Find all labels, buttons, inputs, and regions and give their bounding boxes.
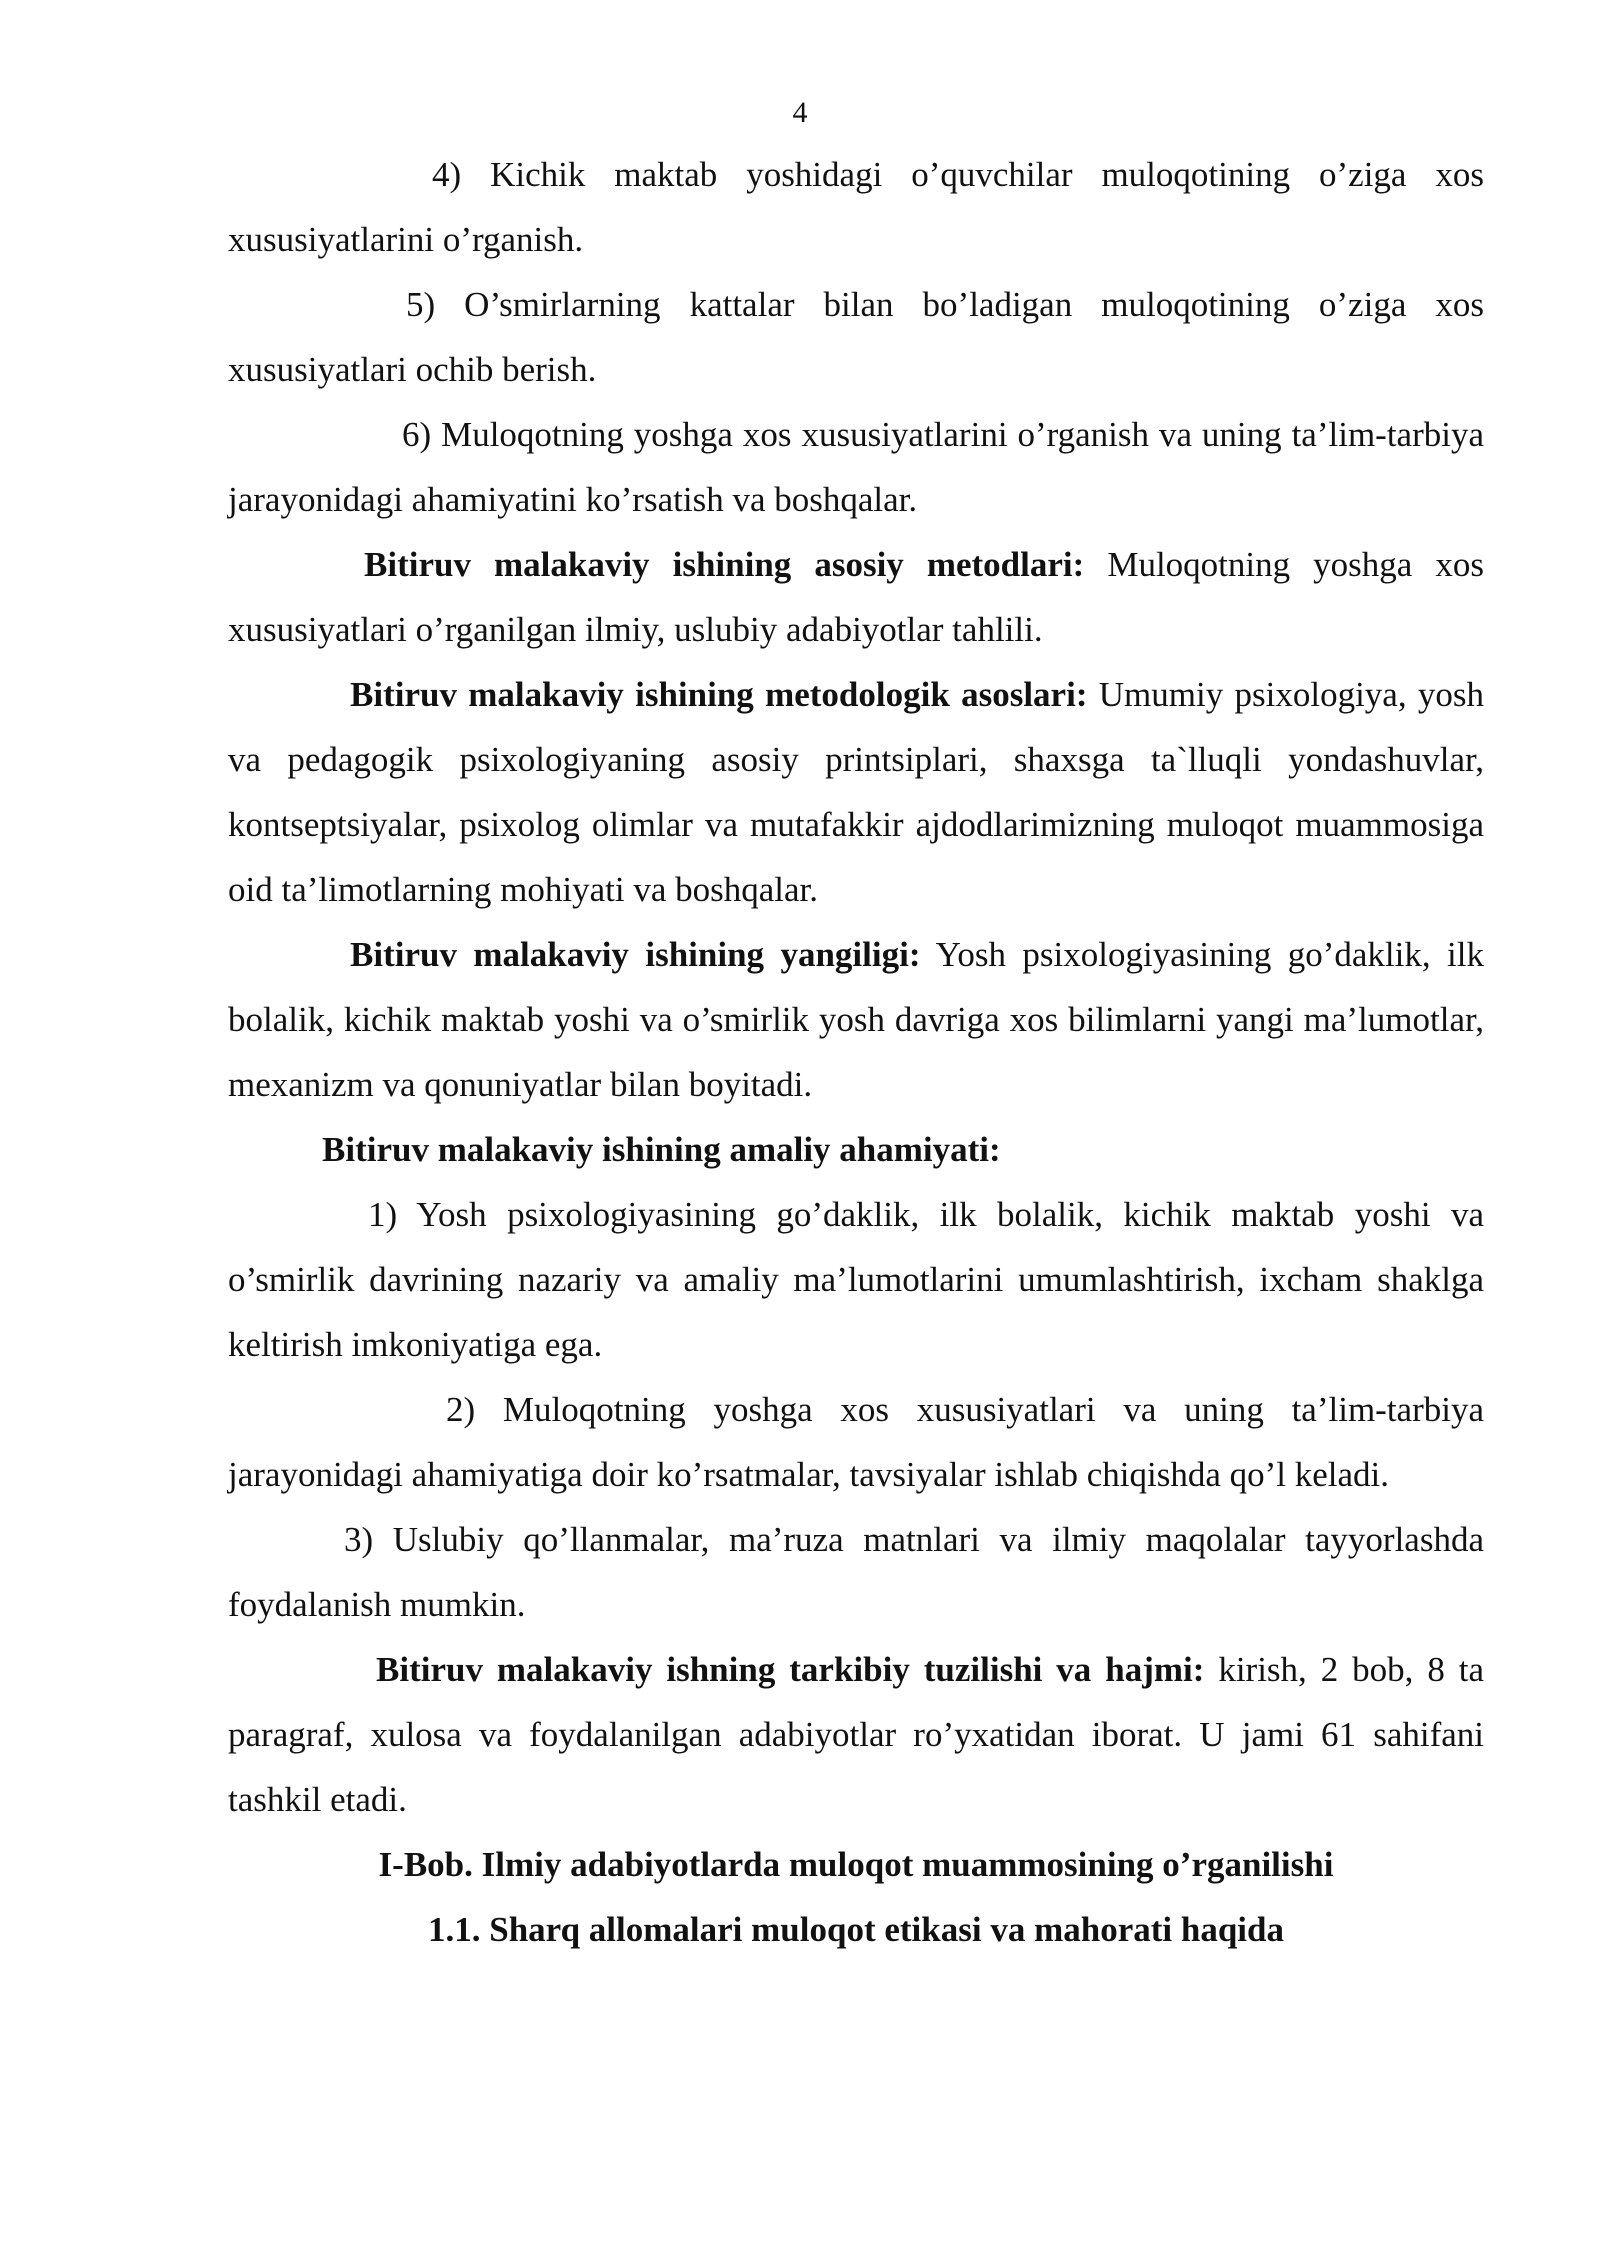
practical-label: Bitiruv malakaviy ishining amaliy ahamiyati: [322, 1130, 1001, 1169]
methods-text: Muloqotning yoshga xos xususiyatlari o’rganilgan ilmiy, uslubiy adabiyotlar tahlili. [228, 545, 1484, 649]
novelty-label: Bitiruv malakaviy ishining yangiligi: [350, 935, 921, 974]
novelty-text: Yosh psixologiyasining go’daklik, ilk bolalik, kichik maktab yoshi va o’smirlik yosh davriga xos bilimlarni yangi ma’lumotlar, mexanizm va qonuniyatlar bilan boyitadi. [228, 935, 1484, 1104]
structure-text: kirish, 2 bob, 8 ta paragraf, xulosa va foydalanilgan adabiyotlar ro’yxatidan iborat. U jami 61 sahifani tashkil etadi. [228, 1650, 1485, 1819]
objective-4-paragraph: 4) Kichik maktab yoshidagi o’quvchilar muloqotining o’ziga xos xususiyatlarini o’rganish. [228, 155, 1484, 259]
methodology-text: Umumiy psixologiya, yosh va pedagogik psixologiyaning asosiy printsiplari, shaxsga ta`lluqli yondashuvlar, kontseptsiyalar, psixolog olimlar va mutafakkir ajdodlarimizning muloqot muammosiga oid ta’limotlarning mohiyati va boshqalar. [228, 675, 1485, 909]
chapter-heading: I-Bob. Ilmiy adabiyotlarda muloqot muammosining o’rganilishi [378, 1845, 1334, 1884]
methodology-paragraph [228, 662, 1484, 922]
structure-paragraph [228, 1637, 1484, 1832]
practical-1-paragraph: 1) Yosh psixologiyasining go’daklik, ilk bolalik, kichik maktab yoshi va o’smirlik davrining nazariy va amaliy ma’lumotlarini umumlashtirish, ixcham shaklga keltirish imkoniyatiga ega. [228, 1195, 1484, 1364]
objective-5-paragraph: 5) O’smirlarning kattalar bilan bo’ladigan muloqotining o’ziga xos xususiyatlari ochib berish. [228, 285, 1484, 389]
novelty-paragraph [228, 922, 1484, 1117]
methodology-label: Bitiruv malakaviy ishining metodologik asoslari: [350, 675, 1088, 714]
structure-label: Bitiruv malakaviy ishning tarkibiy tuzilishi va hajmi: [376, 1650, 1205, 1689]
document-body [228, 142, 1484, 1962]
practical-2-paragraph: 2) Muloqotning yoshga xos xususiyatlari va uning ta’lim-tarbiya jarayonidagi ahamiyatiga doir ko’rsatmalar, tavsiyalar ishlab chiqishda qo’l keladi. [228, 1390, 1484, 1494]
page-number: 4 [792, 96, 808, 129]
methods-paragraph [228, 532, 1484, 662]
objective-6-paragraph: 6) Muloqotning yoshga xos xususiyatlarini o’rganish va uning ta’lim-tarbiya jarayonidagi ahamiyatini ko’rsatish va boshqalar. [228, 415, 1484, 519]
methods-label: Bitiruv malakaviy ishining asosiy metodlari: [364, 545, 1085, 584]
section-heading: 1.1. Sharq allomalari muloqot etikasi va mahorati haqida [428, 1910, 1284, 1949]
practical-3-paragraph: 3) Uslubiy qo’llanmalar, ma’ruza matnlari va ilmiy maqolalar tayyorlashda foydalanish mumkin. [228, 1520, 1484, 1624]
